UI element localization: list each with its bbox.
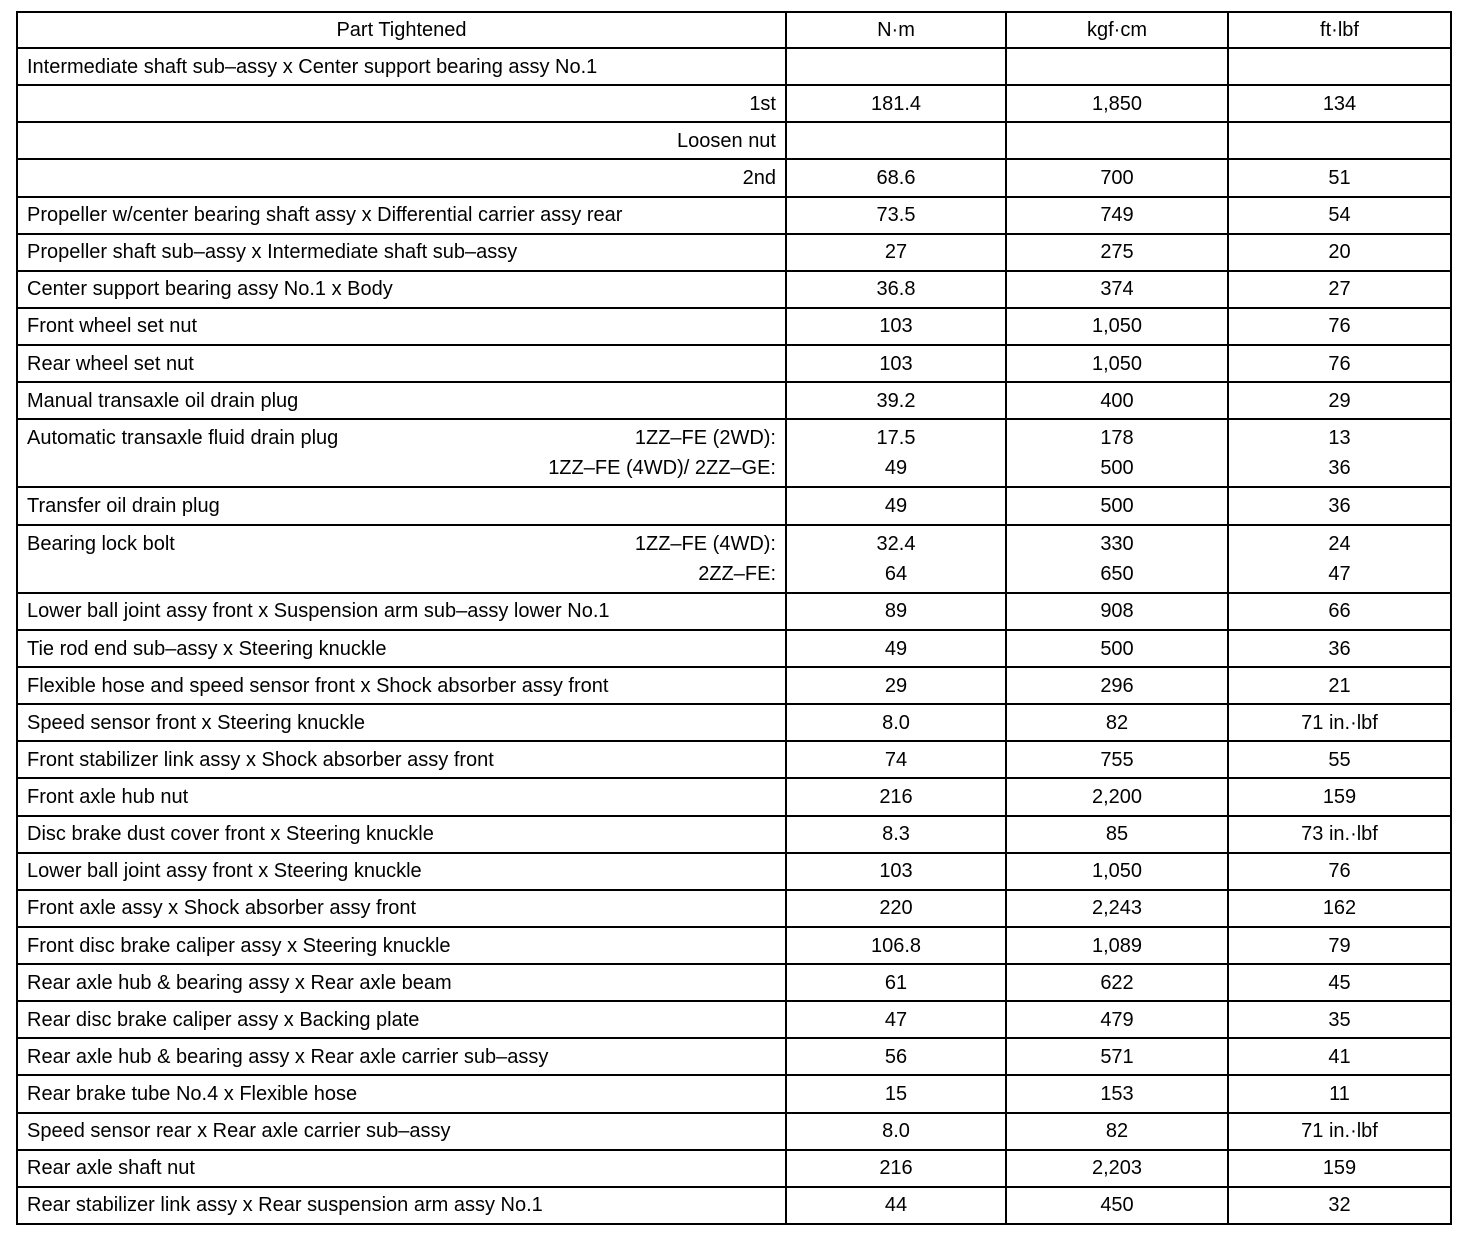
nm-cell: 216 <box>786 778 1006 815</box>
part-cell: Speed sensor front x Steering knuckle <box>17 704 786 741</box>
table-row <box>17 1075 1451 1112</box>
part-cell: Propeller w/center bearing shaft assy x Differential carrier assy rear <box>17 197 786 234</box>
part-cell: Rear stabilizer link assy x Rear suspension arm assy No.1 <box>17 1187 786 1224</box>
ftlbf-cell <box>1228 122 1451 159</box>
part-cell <box>17 525 786 593</box>
nm-cell: 8.3 <box>786 816 1006 853</box>
ftlbf-cell <box>1228 525 1451 593</box>
table-row <box>17 271 1451 308</box>
part-cell: Rear disc brake caliper assy x Backing plate <box>17 1001 786 1038</box>
part-label: Bearing lock bolt <box>27 532 175 555</box>
table-row <box>17 1038 1451 1075</box>
nm-cell: 39.2 <box>786 382 1006 419</box>
ftlbf-cell: 134 <box>1228 85 1451 122</box>
ftlbf-cell: 36 <box>1228 630 1451 667</box>
nm-cell: 49 <box>786 487 1006 524</box>
header-ft-lbf: ft·lbf <box>1228 12 1451 48</box>
ftlbf-cell: 29 <box>1228 382 1451 419</box>
nm-cell: 74 <box>786 741 1006 778</box>
part-cell: Flexible hose and speed sensor front x Shock absorber assy front <box>17 667 786 704</box>
nm-cell: 103 <box>786 853 1006 890</box>
kgfcm-cell <box>1006 122 1228 159</box>
ftlbf-cell: 32 <box>1228 1187 1451 1224</box>
kgfcm-value: 178 <box>1100 427 1134 450</box>
kgfcm-cell: 755 <box>1006 741 1228 778</box>
nm-cell <box>786 419 1006 487</box>
table-row <box>17 593 1451 630</box>
ftlbf-value: 36 <box>1328 457 1351 480</box>
kgfcm-cell: 2,200 <box>1006 778 1228 815</box>
ftlbf-cell: 76 <box>1228 853 1451 890</box>
ftlbf-cell: 36 <box>1228 487 1451 524</box>
kgfcm-cell: 571 <box>1006 1038 1228 1075</box>
part-cell: Rear axle hub & bearing assy x Rear axle carrier sub–assy <box>17 1038 786 1075</box>
torque-specification-table <box>16 11 1452 1225</box>
table-row <box>17 487 1451 524</box>
kgfcm-cell: 1,850 <box>1006 85 1228 122</box>
kgfcm-cell: 479 <box>1006 1001 1228 1038</box>
ftlbf-value: 24 <box>1328 532 1351 555</box>
table-row <box>17 308 1451 345</box>
table-row <box>17 927 1451 964</box>
variant-label: 1ZZ–FE (4WD)/ 2ZZ–GE: <box>548 457 776 480</box>
header-part-tightened: Part Tightened <box>17 12 786 48</box>
variant-label: 1ZZ–FE (4WD): <box>634 532 776 555</box>
ftlbf-cell: 76 <box>1228 345 1451 382</box>
nm-cell: 36.8 <box>786 271 1006 308</box>
kgfcm-cell: 82 <box>1006 704 1228 741</box>
nm-cell <box>786 525 1006 593</box>
table-row <box>17 382 1451 419</box>
part-cell: Disc brake dust cover front x Steering knuckle <box>17 816 786 853</box>
ftlbf-cell: 71 in.·lbf <box>1228 704 1451 741</box>
part-cell: Manual transaxle oil drain plug <box>17 382 786 419</box>
part-cell: Intermediate shaft sub–assy x Center support bearing assy No.1 <box>17 48 786 85</box>
ftlbf-cell: 54 <box>1228 197 1451 234</box>
kgfcm-cell: 275 <box>1006 234 1228 271</box>
kgfcm-cell: 1,050 <box>1006 853 1228 890</box>
part-cell: Rear axle hub & bearing assy x Rear axle beam <box>17 964 786 1001</box>
ftlbf-cell: 162 <box>1228 890 1451 927</box>
nm-cell: 27 <box>786 234 1006 271</box>
kgfcm-cell: 85 <box>1006 816 1228 853</box>
part-label: Automatic transaxle fluid drain plug <box>27 427 339 450</box>
ftlbf-cell: 71 in.·lbf <box>1228 1113 1451 1150</box>
ftlbf-cell: 35 <box>1228 1001 1451 1038</box>
nm-value: 64 <box>884 562 908 585</box>
table-row <box>17 525 1451 593</box>
ftlbf-cell: 45 <box>1228 964 1451 1001</box>
table-row <box>17 1113 1451 1150</box>
table-row <box>17 197 1451 234</box>
kgfcm-cell: 700 <box>1006 159 1228 196</box>
table-row <box>17 704 1451 741</box>
table-row <box>17 1001 1451 1038</box>
nm-cell: 44 <box>786 1187 1006 1224</box>
ftlbf-value: 13 <box>1328 427 1351 450</box>
part-cell: Rear axle shaft nut <box>17 1150 786 1187</box>
kgfcm-cell <box>1006 48 1228 85</box>
part-cell: Front disc brake caliper assy x Steering knuckle <box>17 927 786 964</box>
header-newton-meter: N·m <box>786 12 1006 48</box>
kgfcm-cell: 908 <box>1006 593 1228 630</box>
nm-cell: 29 <box>786 667 1006 704</box>
part-cell: Rear wheel set nut <box>17 345 786 382</box>
ftlbf-cell: 79 <box>1228 927 1451 964</box>
part-cell: Propeller shaft sub–assy x Intermediate shaft sub–assy <box>17 234 786 271</box>
table-row <box>17 1150 1451 1187</box>
kgfcm-cell: 2,243 <box>1006 890 1228 927</box>
part-cell: Transfer oil drain plug <box>17 487 786 524</box>
ftlbf-cell: 76 <box>1228 308 1451 345</box>
nm-cell: 49 <box>786 630 1006 667</box>
ftlbf-cell: 20 <box>1228 234 1451 271</box>
ftlbf-cell <box>1228 419 1451 487</box>
kgfcm-cell: 400 <box>1006 382 1228 419</box>
ftlbf-cell: 73 in.·lbf <box>1228 816 1451 853</box>
table-row <box>17 853 1451 890</box>
ftlbf-cell: 27 <box>1228 271 1451 308</box>
variant-label: 2ZZ–FE: <box>698 562 776 585</box>
kgfcm-cell: 500 <box>1006 487 1228 524</box>
table-row <box>17 419 1451 487</box>
ftlbf-cell: 55 <box>1228 741 1451 778</box>
kgfcm-cell: 296 <box>1006 667 1228 704</box>
part-cell: 2nd <box>17 159 786 196</box>
nm-cell: 103 <box>786 308 1006 345</box>
kgfcm-cell: 1,050 <box>1006 308 1228 345</box>
table-row <box>17 816 1451 853</box>
nm-cell: 15 <box>786 1075 1006 1112</box>
kgfcm-value: 500 <box>1100 457 1134 480</box>
ftlbf-cell: 11 <box>1228 1075 1451 1112</box>
part-cell: Speed sensor rear x Rear axle carrier sub–assy <box>17 1113 786 1150</box>
nm-cell: 103 <box>786 345 1006 382</box>
table-row <box>17 890 1451 927</box>
kgfcm-cell: 500 <box>1006 630 1228 667</box>
kgfcm-cell: 82 <box>1006 1113 1228 1150</box>
part-cell: Loosen nut <box>17 122 786 159</box>
part-cell: Center support bearing assy No.1 x Body <box>17 271 786 308</box>
header-row <box>17 12 1451 48</box>
nm-cell: 8.0 <box>786 704 1006 741</box>
part-cell: Front stabilizer link assy x Shock absorber assy front <box>17 741 786 778</box>
kgfcm-value: 330 <box>1100 532 1134 555</box>
nm-cell <box>786 48 1006 85</box>
kgfcm-cell: 749 <box>1006 197 1228 234</box>
ftlbf-cell: 41 <box>1228 1038 1451 1075</box>
table-row <box>17 741 1451 778</box>
part-cell: Lower ball joint assy front x Suspension arm sub–assy lower No.1 <box>17 593 786 630</box>
nm-cell: 61 <box>786 964 1006 1001</box>
variant-label: 1ZZ–FE (2WD): <box>634 427 776 450</box>
nm-cell: 8.0 <box>786 1113 1006 1150</box>
table-row <box>17 1187 1451 1224</box>
ftlbf-value: 47 <box>1328 562 1351 585</box>
ftlbf-cell: 159 <box>1228 1150 1451 1187</box>
table-row <box>17 48 1451 85</box>
kgfcm-cell: 1,089 <box>1006 927 1228 964</box>
part-cell: Rear brake tube No.4 x Flexible hose <box>17 1075 786 1112</box>
kgfcm-value: 650 <box>1100 562 1134 585</box>
table-row <box>17 667 1451 704</box>
ftlbf-cell: 21 <box>1228 667 1451 704</box>
part-cell: Front axle hub nut <box>17 778 786 815</box>
nm-cell: 47 <box>786 1001 1006 1038</box>
table-row <box>17 85 1451 122</box>
nm-cell: 181.4 <box>786 85 1006 122</box>
nm-value: 32.4 <box>876 532 916 555</box>
header-kgf-cm: kgf·cm <box>1006 12 1228 48</box>
table-row <box>17 159 1451 196</box>
table-row <box>17 122 1451 159</box>
part-cell: Lower ball joint assy front x Steering knuckle <box>17 853 786 890</box>
kgfcm-cell: 2,203 <box>1006 1150 1228 1187</box>
table-row <box>17 964 1451 1001</box>
nm-cell: 68.6 <box>786 159 1006 196</box>
nm-cell: 216 <box>786 1150 1006 1187</box>
ftlbf-cell: 159 <box>1228 778 1451 815</box>
kgfcm-cell: 622 <box>1006 964 1228 1001</box>
kgfcm-cell: 450 <box>1006 1187 1228 1224</box>
nm-cell: 220 <box>786 890 1006 927</box>
ftlbf-cell <box>1228 48 1451 85</box>
part-cell: Front wheel set nut <box>17 308 786 345</box>
table-row <box>17 630 1451 667</box>
part-cell <box>17 419 786 487</box>
kgfcm-cell <box>1006 419 1228 487</box>
kgfcm-cell: 1,050 <box>1006 345 1228 382</box>
kgfcm-cell: 374 <box>1006 271 1228 308</box>
table-row <box>17 778 1451 815</box>
nm-cell: 73.5 <box>786 197 1006 234</box>
part-cell: 1st <box>17 85 786 122</box>
part-cell: Front axle assy x Shock absorber assy front <box>17 890 786 927</box>
nm-cell: 89 <box>786 593 1006 630</box>
nm-cell <box>786 122 1006 159</box>
table-row <box>17 234 1451 271</box>
table-row <box>17 345 1451 382</box>
nm-value: 17.5 <box>876 427 916 450</box>
ftlbf-cell: 51 <box>1228 159 1451 196</box>
kgfcm-cell <box>1006 525 1228 593</box>
nm-value: 49 <box>884 457 908 480</box>
nm-cell: 56 <box>786 1038 1006 1075</box>
part-cell: Tie rod end sub–assy x Steering knuckle <box>17 630 786 667</box>
nm-cell: 106.8 <box>786 927 1006 964</box>
ftlbf-cell: 66 <box>1228 593 1451 630</box>
kgfcm-cell: 153 <box>1006 1075 1228 1112</box>
